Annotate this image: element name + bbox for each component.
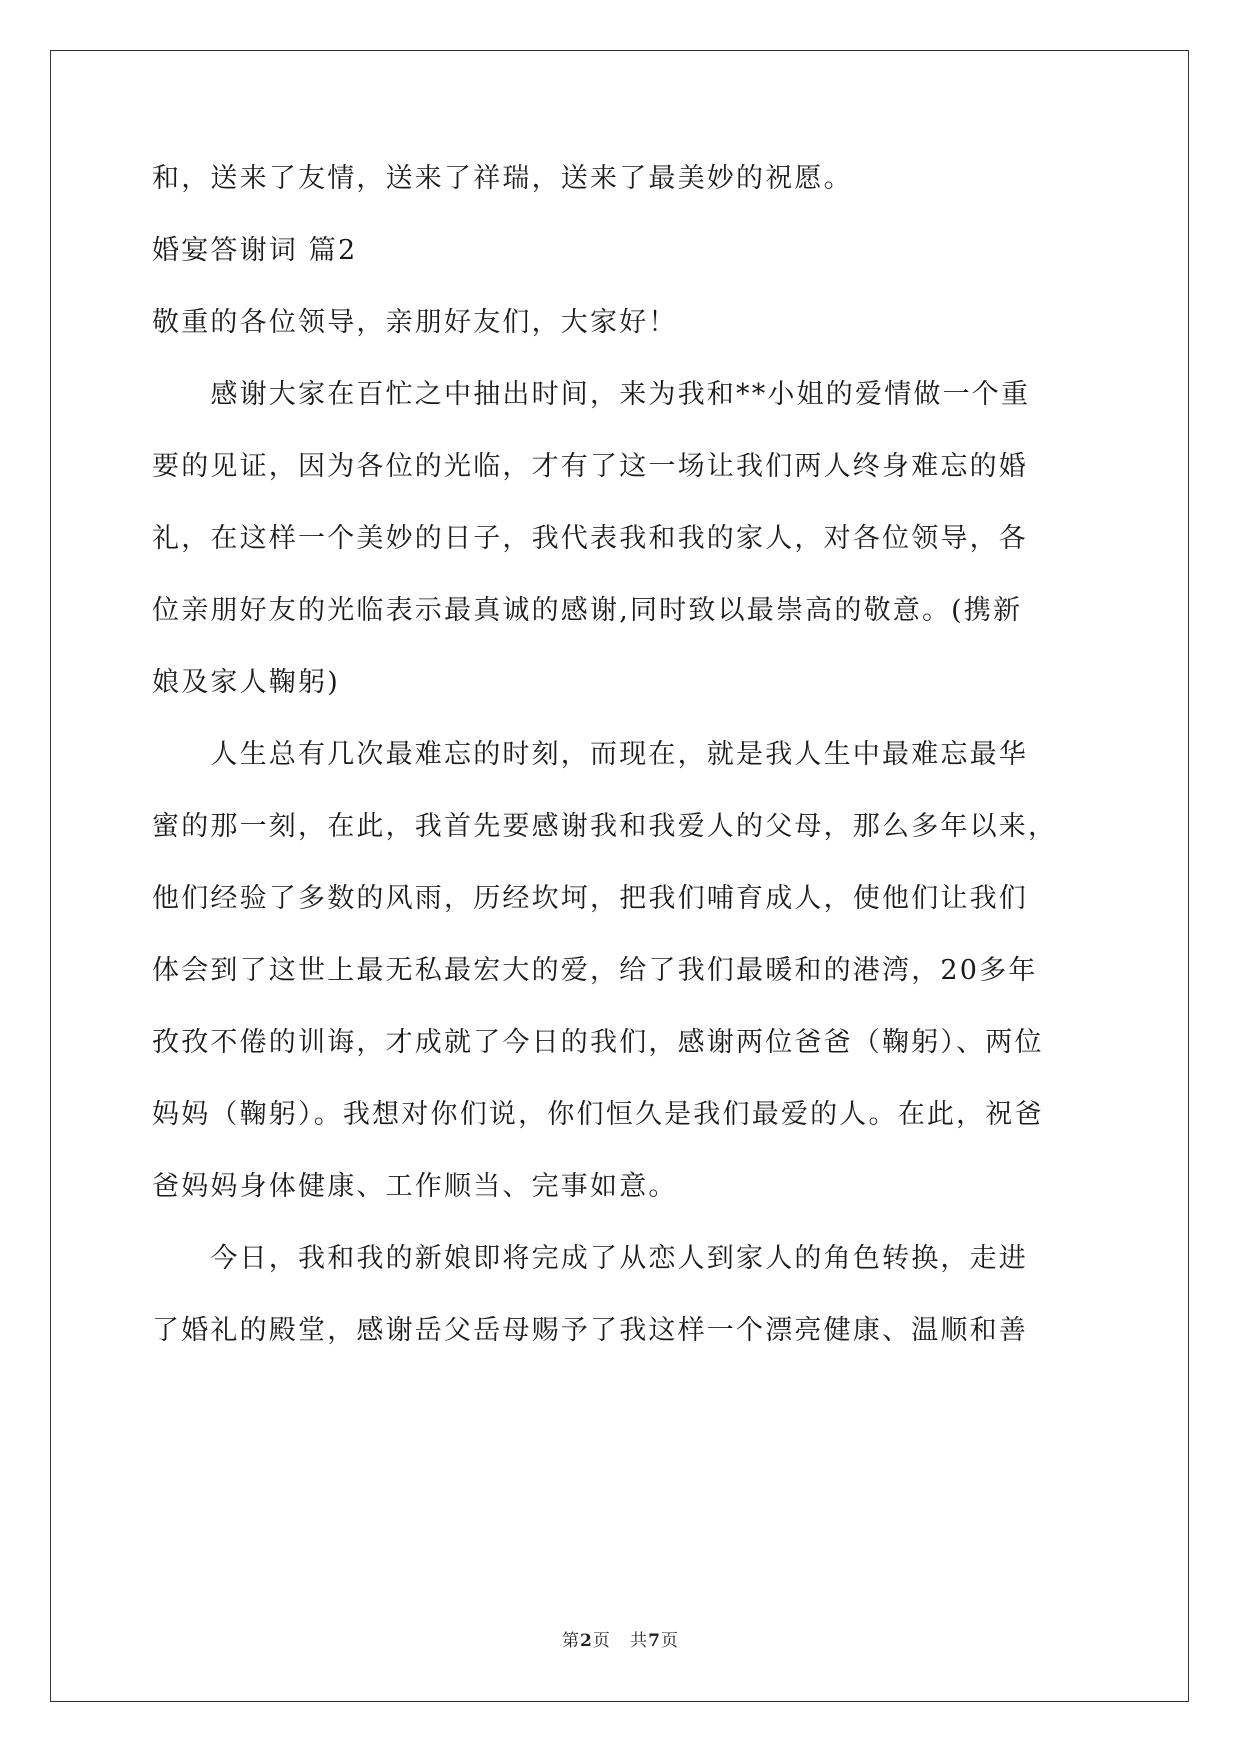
text-line: 妈妈（鞠躬）。我想对你们说，你们恒久是我们最爱的人。在此，祝爸 xyxy=(152,1099,1044,1130)
text-line: 敬重的各位领导，亲朋好友们，大家好！ xyxy=(152,307,678,338)
footer-total-prefix: 共 xyxy=(630,1631,649,1651)
footer-total-suffix: 页 xyxy=(660,1631,679,1651)
text-line: 感谢大家在百忙之中抽出时间，来为我和**小姐的爱情做一个重 xyxy=(152,379,1031,410)
text-line: 孜孜不倦的训诲，才成就了今日的我们，感谢两位爸爸（鞠躬）、两位 xyxy=(152,1027,1044,1058)
footer-prefix: 第 xyxy=(562,1631,581,1651)
section-heading: 婚宴答谢词 篇2 xyxy=(152,235,358,266)
text-line: 娘及家人鞠躬) xyxy=(152,667,340,698)
page-footer xyxy=(0,1626,1241,1651)
total-pages: 7 xyxy=(648,1631,661,1651)
text-line: 蜜的那一刻，在此，我首先要感谢我和我爱人的父母，那么多年以来， xyxy=(152,811,1058,842)
text-line: 体会到了这世上最无私最宏大的爱，给了我们最暖和的港湾，20多年 xyxy=(152,955,1038,986)
text-line: 了婚礼的殿堂，感谢岳父岳母赐予了我这样一个漂亮健康、温顺和善 xyxy=(152,1315,1028,1346)
text-line: 礼，在这样一个美妙的日子，我代表我和我的家人，对各位领导，各 xyxy=(152,523,1028,554)
page-number: 2 xyxy=(580,1631,593,1651)
text-line: 爸妈妈身体健康、工作顺当、完事如意。 xyxy=(152,1171,678,1202)
page-border xyxy=(50,50,1189,1702)
text-line: 要的见证，因为各位的光临，才有了这一场让我们两人终身难忘的婚 xyxy=(152,451,1028,482)
text-line: 他们经验了多数的风雨，历经坎坷，把我们哺育成人，使他们让我们 xyxy=(152,883,1028,914)
footer-page-suffix: 页 xyxy=(592,1631,611,1651)
text-line: 今日，我和我的新娘即将完成了从恋人到家人的角色转换，走进 xyxy=(152,1243,1028,1274)
text-line: 位亲朋好友的光临表示最真诚的感谢,同时致以最崇高的敬意。(携新 xyxy=(152,595,1023,626)
text-line: 和，送来了友情，送来了祥瑞，送来了最美妙的祝愿。 xyxy=(152,163,853,194)
text-line: 人生总有几次最难忘的时刻，而现在，就是我人生中最难忘最华 xyxy=(152,739,1028,770)
